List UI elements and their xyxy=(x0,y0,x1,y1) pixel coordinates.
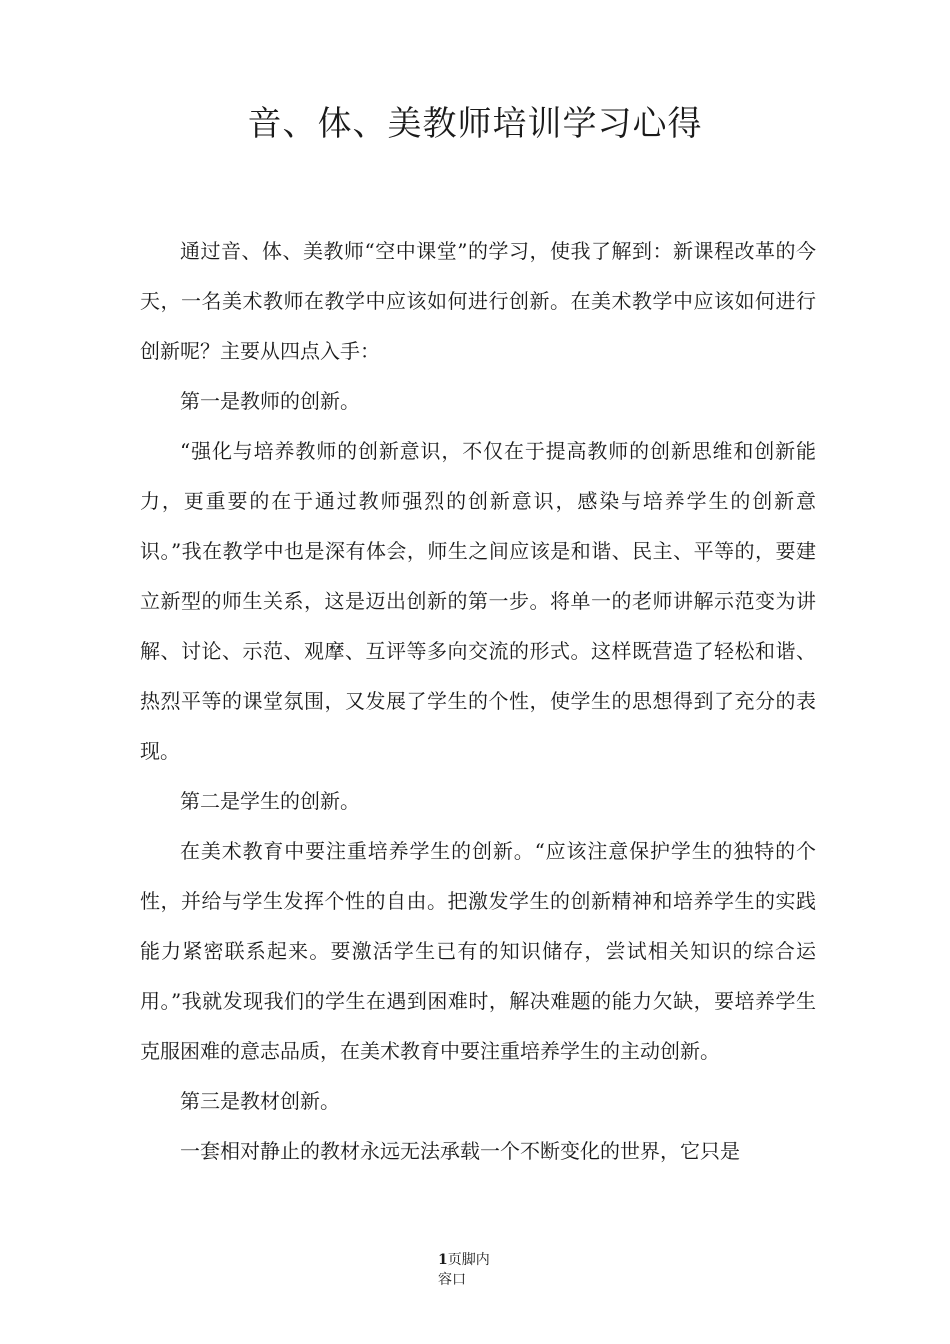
document-title: 音、体、美教师培训学习心得 xyxy=(247,104,703,144)
page-number: 1 xyxy=(438,1252,448,1268)
section-heading-teacher-innovation: 第一是教师的创新。 xyxy=(180,389,360,413)
footer-line-1-text: 页脚内 xyxy=(447,1252,490,1268)
footer-text xyxy=(438,1250,502,1290)
footer-line-2: 容口 xyxy=(438,1272,466,1288)
section-heading-textbook-innovation: 第三是教材创新。 xyxy=(180,1089,340,1113)
paragraph-teacher-innovation: “强化与培养教师的创新意识，不仅在于提高教师的创新思维和创新能力，更重要的在于通过教师强烈的创新意识，感染与培养学生的创新意识。”我在教学中也是深有体会，师生之间应该是和谐、民主、平等的，要建立新型的师生关系，这是迈出创新的第一步。将单一的老师讲解示范变为讲解、讨论、示范、观摩、互评等多向交流的形式。这样既营造了轻松和谐、热烈平等的课堂氛围，又发展了学生的个性，使学生的思想得到了充分的表现。 xyxy=(140,439,816,763)
paragraph-student-innovation: 在美术教育中要注重培养学生的创新。“应该注意保护学生的独特的个性，并给与学生发挥个性的自由。把激发学生的创新精神和培养学生的实践能力紧密联系起来。要激活学生已有的知识储存，尝试相关知识的综合运用。”我就发现我们的学生在遇到困难时，解决难题的能力欠缺，要培养学生克服困难的意志品质，在美术教育中要注重培养学生的主动创新。 xyxy=(140,839,816,1063)
paragraph-intro: 通过音、体、美教师“空中课堂”的学习，使我了解到：新课程改革的今天，一名美术教师在教学中应该如何进行创新。在美术教学中应该如何进行创新呢？主要从四点入手： xyxy=(140,239,816,363)
footer-line-1 xyxy=(438,1250,502,1270)
page-footer xyxy=(0,1250,950,1290)
paragraph-textbook-innovation: 一套相对静止的教材永远无法承载一个不断变化的世界，它只是 xyxy=(180,1139,740,1163)
document-body xyxy=(140,226,816,1176)
section-heading-student-innovation: 第二是学生的创新。 xyxy=(180,789,360,813)
